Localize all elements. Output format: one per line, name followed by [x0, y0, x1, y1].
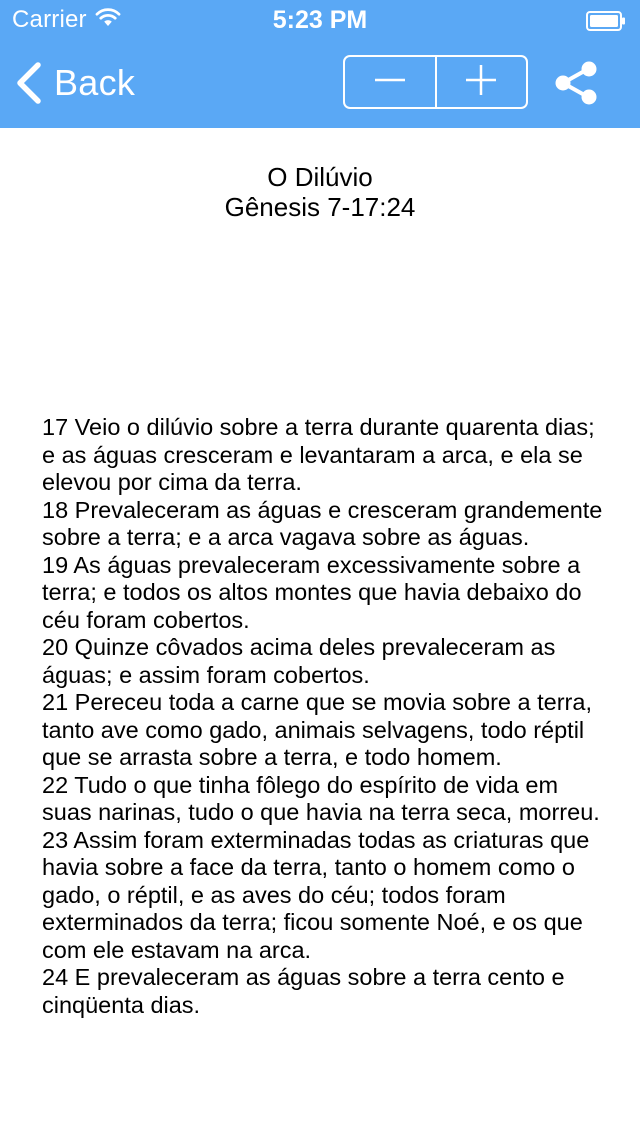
plus-icon: [464, 63, 498, 102]
share-button[interactable]: [552, 60, 600, 106]
verse-23: 23 Assim foram exterminadas todas as criaturas que havia sobre a face da terra, tanto o homem como o gado, o réptil, e as aves do céu; todos foram exterminados da terra; ficou somente Noé, e os que com ele estavam na arca.: [42, 826, 590, 963]
passage-title: O Dilúvio: [267, 162, 373, 192]
verse-20: 20 Quinze côvados acima deles prevaleceram as águas; e assim foram cobertos.: [42, 634, 556, 688]
verse-19: 19 As águas prevaleceram excessivamente sobre a terra; e todos os altos montes que havia debaixo do céu foram cobertos.: [42, 551, 582, 633]
verse-21: 21 Pereceu toda a carne que se movia sobre a terra, tanto ave como gado, animais selvagens, todo réptil que se arrasta sobre a terra, e todo homem.: [42, 689, 592, 770]
app-header: [0, 0, 640, 128]
reading-content: [0, 128, 640, 1136]
verse-22: 22 Tudo o que tinha fôlego do espírito de vida em suas narinas, tudo o que havia na terra seca, morreu.: [42, 771, 600, 825]
increase-font-button[interactable]: [437, 57, 527, 107]
battery-icon: [586, 10, 626, 30]
share-icon: [552, 93, 600, 110]
carrier-label: Carrier: [12, 6, 87, 33]
navigation-bar: [0, 40, 640, 128]
back-label: Back: [54, 62, 136, 103]
chevron-left-icon: [14, 61, 44, 105]
decrease-font-button[interactable]: [345, 57, 437, 107]
status-bar: [0, 0, 640, 40]
verse-17: 17 Veio o dilúvio sobre a terra durante quarenta dias; e as águas cresceram e levantaram a arca, e ela se elevou por cima da terra.: [42, 414, 595, 495]
minus-icon: [373, 63, 407, 102]
back-button[interactable]: [14, 60, 135, 106]
verse-list: [42, 414, 612, 1019]
verse-24: 24 E prevaleceram as águas sobre a terra cento e cinqüenta dias.: [42, 964, 565, 1018]
status-clock: 5:23 PM: [272, 6, 368, 34]
font-size-control: [343, 55, 528, 109]
verse-18: 18 Prevaleceram as águas e cresceram grandemente sobre a terra; e a arca vagava sobre as águas.: [42, 496, 603, 550]
passage-reference: Gênesis 7-17:24: [224, 192, 416, 222]
passage-header: [0, 162, 640, 222]
